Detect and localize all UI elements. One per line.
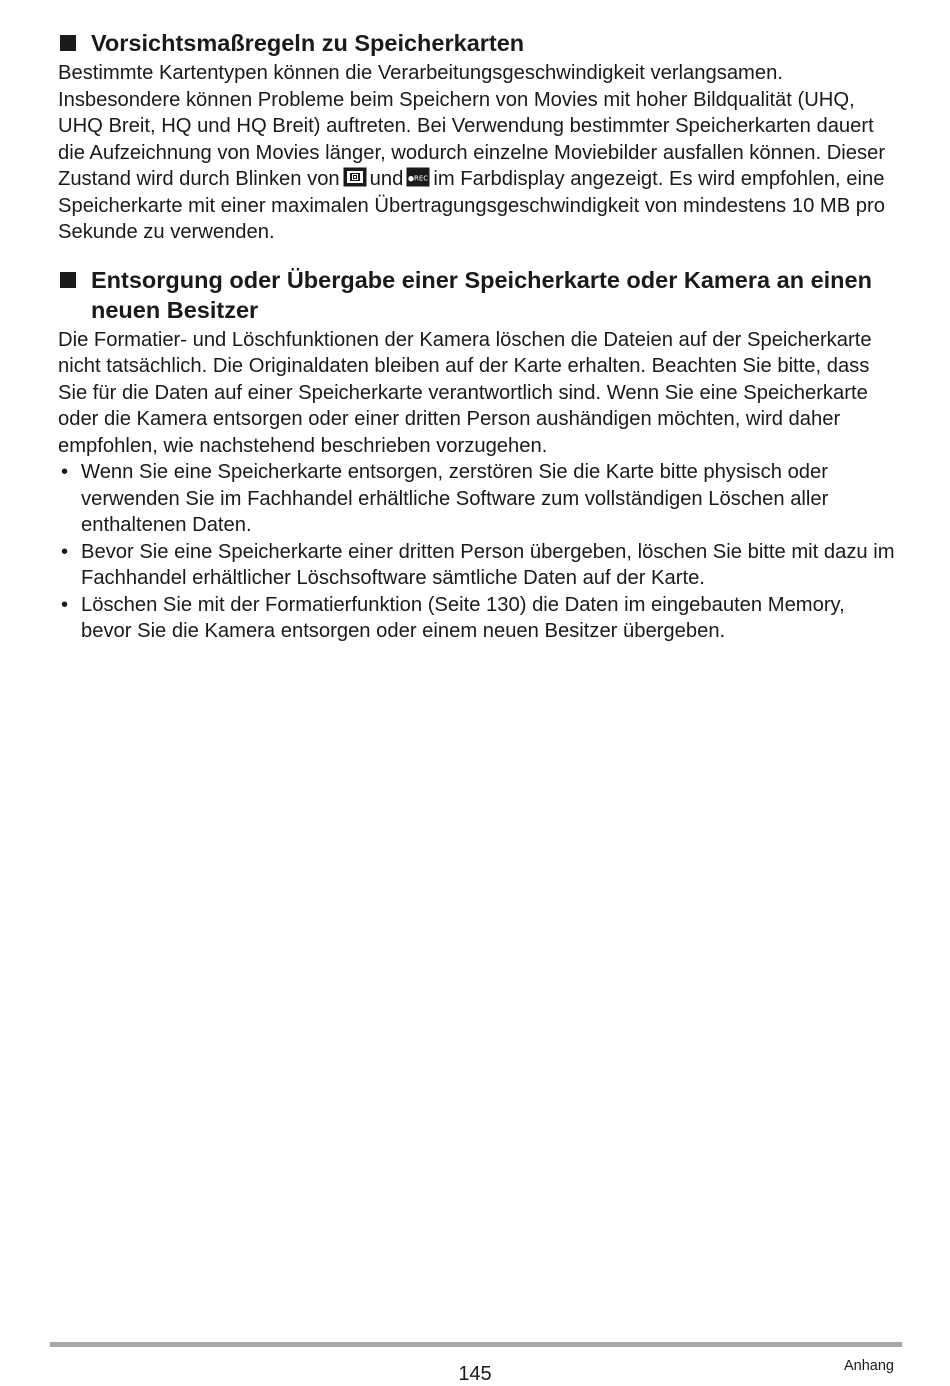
section-heading-disposal — [58, 265, 898, 325]
disposal-section — [58, 265, 898, 645]
memory-card-precautions-paragraph — [58, 60, 898, 246]
footer-divider — [50, 1342, 902, 1347]
list-item-text: Wenn Sie eine Speicherkarte entsorgen, zerstören Sie die Karte bitte physisch oder verwenden Sie im Fachhandel erhältliche Software zum vollständigen Löschen aller enthaltenen Daten. — [81, 461, 829, 536]
list-item-text: Bevor Sie eine Speicherkarte einer dritten Person übergeben, löschen Sie bitte mit dazu im Fachhandel erhältlicher Löschsoftware sämtliche Daten auf der Karte. — [81, 540, 895, 589]
section-title: Vorsichtsmaßregeln zu Speicherkarten — [91, 30, 525, 56]
list-item — [58, 539, 898, 592]
paragraph-text-part: und — [369, 168, 404, 190]
bullet-dot: • — [61, 461, 69, 483]
paragraph-text-part: im Farbdisplay angezeigt. Es wird empfohlen, eine Speicherkarte mit einer maximalen Übertragungsgeschwindigkeit von mindestens 10 MB pro Sekunde zu verwenden. — [58, 168, 885, 243]
section-heading-memory-card-precautions — [58, 28, 898, 58]
disposal-paragraph: Die Formatier- und Löschfunktionen der Kamera löschen die Dateien auf der Speicherkarte nicht tatsächlich. Die Originaldaten bleiben auf der Karte erhalten. Beachten Sie bitte, dass Sie für die Daten auf einer Speicherkarte verantwortlich sind. Wenn Sie eine Speicherkarte oder die Kamera entsorgen oder einer dritten Person aushändigen möchten, wird daher empfohlen, wie nachstehend beschrieben vorzugehen. — [58, 328, 872, 457]
list-item — [58, 592, 898, 645]
disposal-bullet-list — [58, 459, 898, 645]
bullet-dot: • — [61, 540, 69, 563]
rec-icon — [406, 167, 430, 187]
square-bullet-icon — [60, 35, 76, 51]
list-item — [58, 459, 898, 539]
bullet-dot: • — [61, 593, 69, 616]
footer-section-label: Anhang — [844, 1358, 894, 1374]
page-number: 145 — [458, 1363, 492, 1385]
paragraph-text-part: Bestimmte Kartentypen können die Verarbeitungsgeschwindigkeit verlangsamen. Insbesondere können Probleme beim Speichern von Movies mit hoher Bildqualität (UHQ, UHQ Breit, HQ und HQ Breit) auftreten. Bei Verwendung bestimmter Speicherkarten dauert die Aufzeichnung von Movies länger, wodurch einzelne Moviebilder ausfallen können. Dieser Zustand wird durch Blinken von — [58, 62, 886, 190]
rec-icon-label: ●REC — [408, 174, 429, 183]
memory-card-warning-icon — [343, 167, 367, 187]
section-title: Entsorgung oder Übergabe einer Speicherkarte oder Kamera an einen neuen Besitzer — [91, 266, 872, 323]
page-content — [58, 28, 898, 645]
square-bullet-icon — [60, 272, 76, 288]
list-item-text: Löschen Sie mit der Formatierfunktion (Seite 130) die Daten im eingebauten Memory, bevor Sie die Kamera entsorgen oder einem neuen Besitzer übergeben. — [81, 593, 845, 642]
